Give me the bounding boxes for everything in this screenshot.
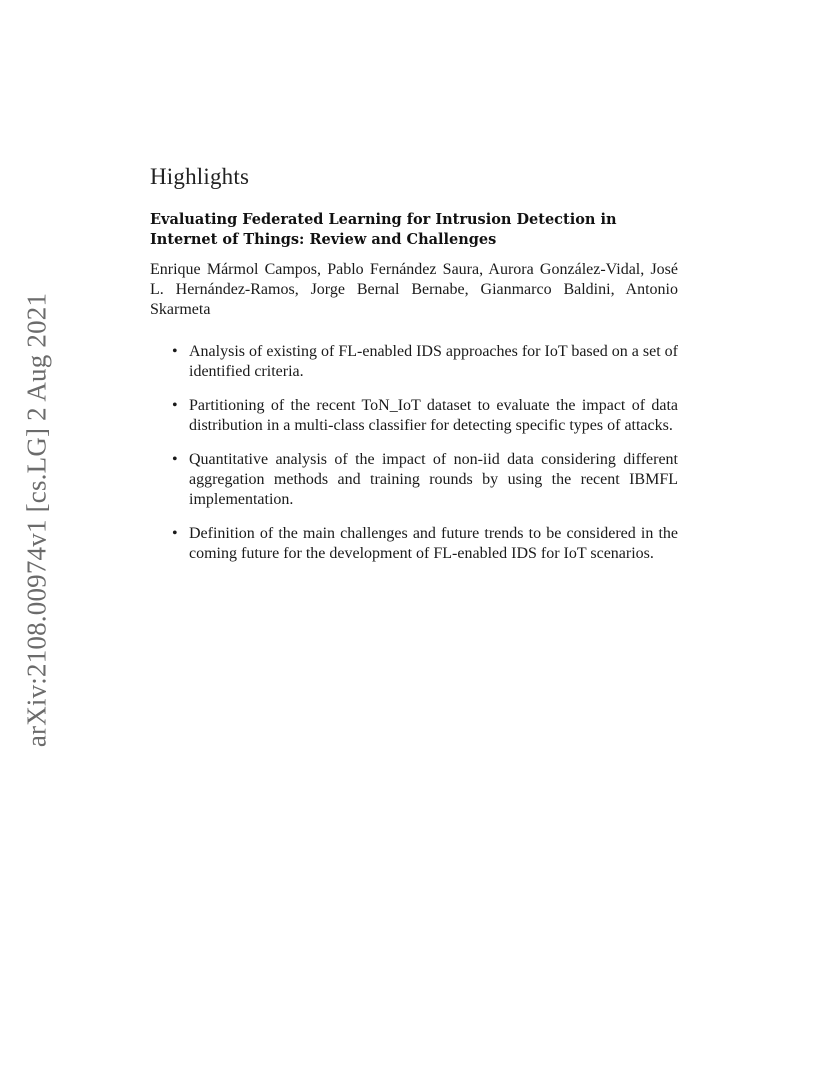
bullet-icon: • [172, 343, 178, 360]
bullet-icon: • [172, 525, 178, 542]
highlight-item [172, 450, 678, 510]
arxiv-identifier-stamp: arXiv:2108.00974v1 [cs.LG] 2 Aug 2021 [21, 292, 52, 748]
highlights-section [150, 164, 678, 578]
section-heading: Highlights [150, 164, 250, 189]
highlight-item [172, 396, 678, 436]
highlight-text: Analysis of existing of FL-enabled IDS approaches for IoT based on a set of identified criteria. [189, 343, 678, 380]
highlight-item [172, 524, 678, 564]
highlight-text: Definition of the main challenges and future trends to be considered in the coming future for the development of FL-enabled IDS for IoT scenarios. [189, 525, 678, 562]
author-list: Enrique Mármol Campos, Pablo Fernández Saura, Aurora González-Vidal, José L. Hernández-Ramos, Jorge Bernal Bernabe, Gianmarco Baldini, Antonio Skarmeta [150, 261, 678, 318]
highlight-item [172, 342, 678, 382]
bullet-icon: • [172, 451, 178, 468]
highlights-list [172, 342, 678, 564]
highlight-text: Quantitative analysis of the impact of non-iid data considering different aggregation methods and training rounds by using the recent IBMFL implementation. [189, 451, 678, 508]
bullet-icon: • [172, 397, 178, 414]
paper-title: Evaluating Federated Learning for Intrusion Detection in Internet of Things: Review and Challenges [150, 211, 617, 248]
highlight-text: Partitioning of the recent ToN_IoT dataset to evaluate the impact of data distribution in a multi-class classifier for detecting specific types of attacks. [189, 397, 678, 434]
